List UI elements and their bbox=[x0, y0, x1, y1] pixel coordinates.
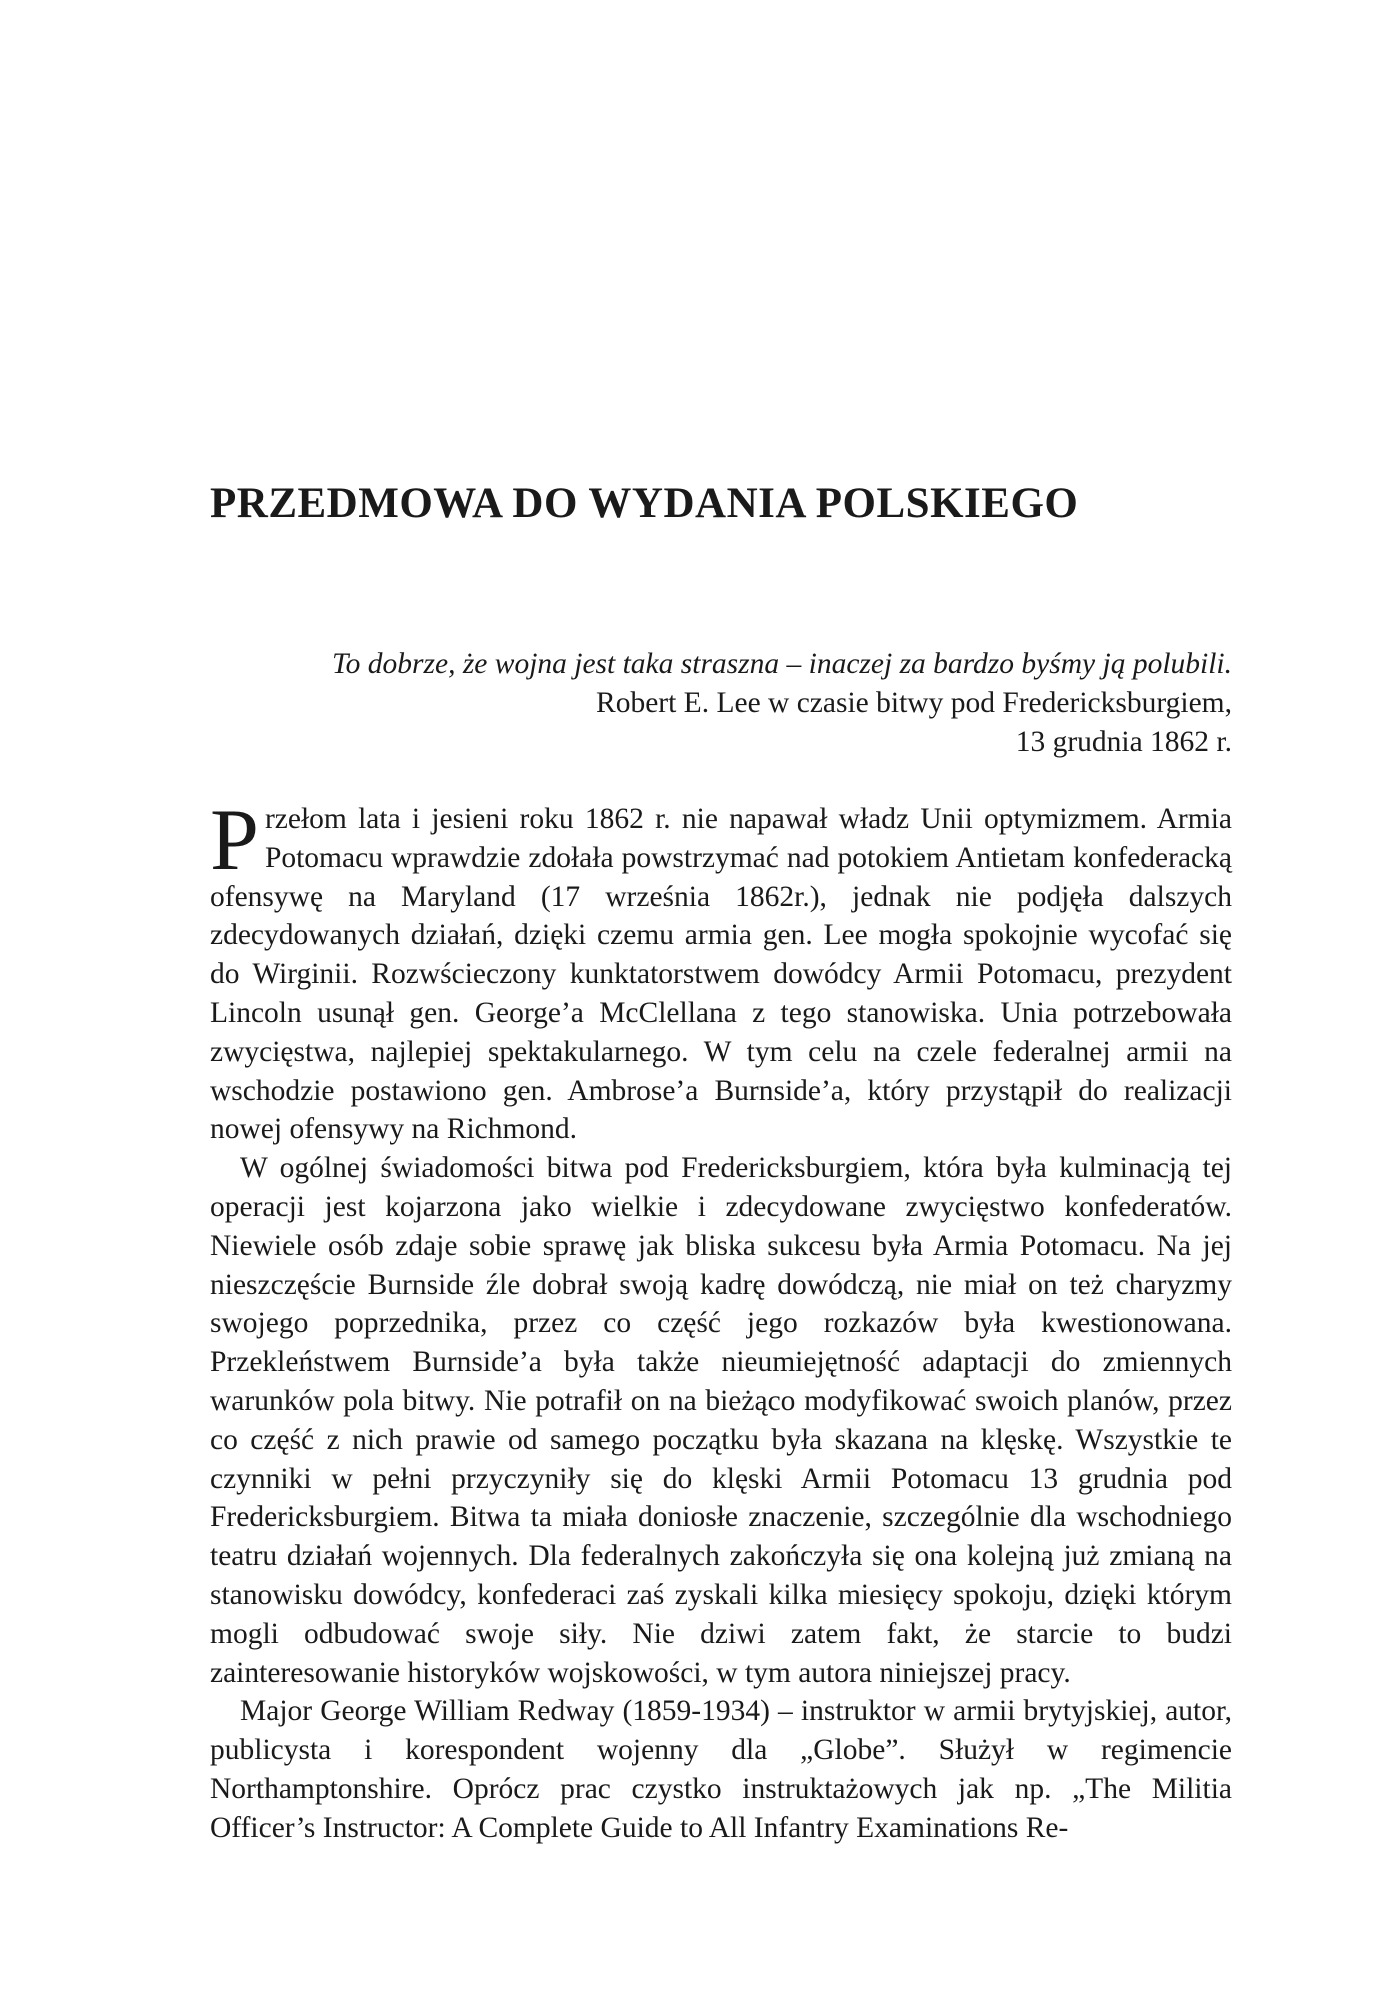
body-text bbox=[210, 792, 1232, 1848]
drop-cap: P bbox=[210, 792, 259, 889]
epigraph-attribution-line-1: Robert E. Lee w czasie bitwy pod Fredericksburgiem, bbox=[596, 687, 1232, 719]
paragraph-1 bbox=[210, 792, 1232, 1149]
paragraph-1-text: rzełom lata i jesieni roku 1862 r. nie napawał władz Unii optymizmem. Armia Potomacu wprawdzie zdołała powstrzymać nad potokiem Antietam konfederacką ofensywę na Maryland (17 września 1862r.), jednak nie podjęła dalszych zdecydowanych działań, dzięki czemu armia gen. Lee mogła spokojnie wycofać się do Wirginii. Rozwścieczony kunktatorstwem dowódcy Armii Potomacu, prezydent Lincoln usunął gen. George’a McClellana z tego stanowiska. Unia potrzebowała zwycięstwa, najlepiej spektakularnego. W tym celu na czele federalnej armii na wschodzie postawiono gen. Ambrose’a Burnside’a, który przystąpił do realizacji nowej ofensywy na Richmond. bbox=[210, 803, 1232, 1146]
page-title: PRZEDMOWA DO WYDANIA POLSKIEGO bbox=[210, 480, 1079, 527]
epigraph bbox=[210, 645, 1232, 762]
epigraph-quote: To dobrze, że wojna jest taka straszna – inaczej za bardzo byśmy ją polubili. bbox=[331, 648, 1232, 680]
paragraph-2: W ogólnej świadomości bitwa pod Fredericksburgiem, która była kulminacją tej operacji jest kojarzona jako wielkie i zdecydowane zwycięstwo konfederatów. Niewiele osób zdaje sobie sprawę jak bliska sukcesu była Armia Potomacu. Na jej nieszczęście Burnside źle dobrał swoją kadrę dowódczą, nie miał on też charyzmy swojego poprzednika, przez co część jego rozkazów była kwestionowana. Przekleństwem Burnside’a była także nieumiejętność adaptacji do zmiennych warunków pola bitwy. Nie potrafił on na bieżąco modyfikować swoich planów, przez co część z nich prawie od samego początku była skazana na klęskę. Wszystkie te czynniki w pełni przyczyniły się do klęski Armii Potomacu 13 grudnia pod Fredericksburgiem. Bitwa ta miała doniosłe znaczenie, szczególnie dla wschodniego teatru działań wojennych. Dla federalnych zakończyła się ona kolejną już zmianą na stanowisku dowódcy, konfederaci zaś zyskali kilka miesięcy spokoju, dzięki którym mogli odbudować swoje siły. Nie dziwi zatem fakt, że starcie to budzi zainteresowanie historyków wojskowości, w tym autora niniejszej pracy. bbox=[210, 1152, 1232, 1689]
epigraph-attribution-line-2: 13 grudnia 1862 r. bbox=[1015, 726, 1232, 758]
paragraph-3: Major George William Redway (1859-1934) – instruktor w armii brytyjskiej, autor, publicysta i korespondent wojenny dla „Globe”. Służył w regimencie Northamptonshire. Oprócz prac czystko instruktażowych jak np. „The Militia Officer’s Instructor: A Complete Guide to All Infantry Examinations Re- bbox=[210, 1695, 1232, 1844]
